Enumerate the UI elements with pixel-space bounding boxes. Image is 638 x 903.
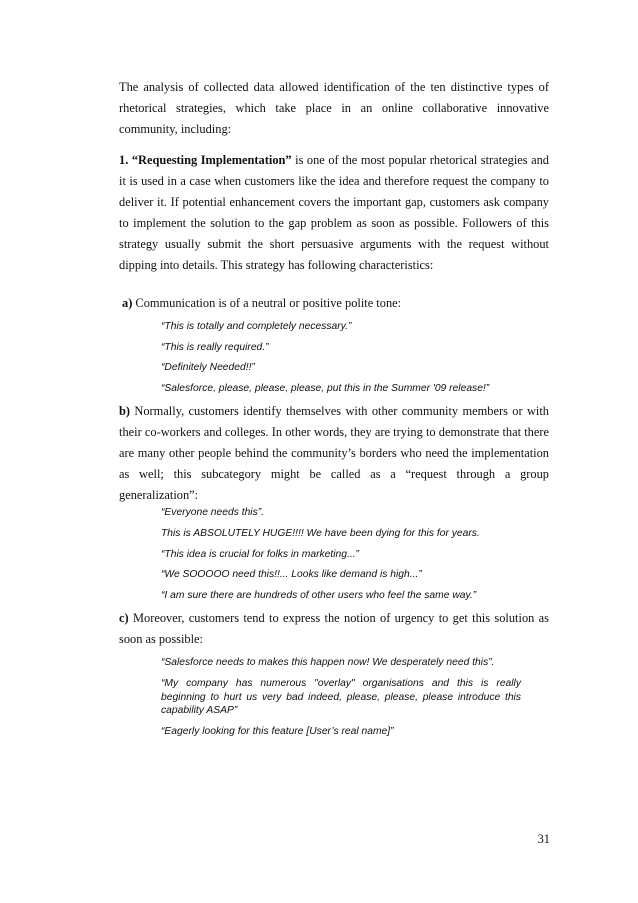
- intro-paragraph: The analysis of collected data allowed identification of the ten distinctive types of rhetorical strategies, which take place in an online collaborative innovative community, including:: [119, 80, 549, 136]
- quote-b-3: “This idea is crucial for folks in marketing...”: [161, 549, 359, 560]
- quote-b-2: This is ABSOLUTELY HUGE!!!! We have been dying for this for years.: [161, 528, 480, 539]
- page-number: 31: [537, 832, 550, 846]
- quote-a-4: “Salesforce, please, please, please, put this in the Summer '09 release!”: [161, 383, 490, 394]
- subcategory-a-text: Communication is of a neutral or positive polite tone:: [132, 296, 402, 310]
- quote-a-1: “This is totally and completely necessary.”: [161, 321, 352, 332]
- subcategory-b-label: b): [119, 404, 131, 418]
- quote-c-1: “Salesforce needs to makes this happen now! We desperately need this”.: [161, 657, 495, 668]
- quote-a-2: “This is really required.”: [161, 342, 269, 353]
- subcategory-c-label: c): [119, 611, 129, 625]
- quote-b-5: “I am sure there are hundreds of other users who feel the same way.”: [161, 590, 477, 601]
- subcategory-c: [119, 608, 549, 650]
- subcategory-b: [119, 401, 549, 506]
- quote-c-2: “My company has numerous "overlay" organisations and this is really beginning to hurt us very bad indeed, please, please, please introduce this capability ASAP”: [161, 678, 521, 717]
- quote-b-4: “We SOOOOO need this!!... Looks like demand is high...”: [161, 569, 422, 580]
- section-1-heading: 1. “Requesting Implementation”: [119, 153, 292, 167]
- section-1-body: is one of the most popular rhetorical strategies and it is used in a case when customers like the idea and therefore request the company to deliver it. If potential enhancement covers the important gap, customers ask company to implement the solution to the gap problem as soon as possible. Followers of this strategy usually submit the short persuasive arguments with the request without dipping into details. This strategy has following characteristics:: [119, 153, 549, 272]
- subcategory-a: [122, 293, 549, 314]
- quote-b-1: “Everyone needs this”.: [161, 507, 265, 518]
- quote-a-3: “Definitely Needed!!”: [161, 362, 255, 373]
- quote-c-3: “Eagerly looking for this feature [User’s real name]”: [161, 726, 394, 737]
- section-1-paragraph: [119, 150, 549, 276]
- subcategory-a-label: a): [122, 296, 133, 310]
- subcategory-c-text: Moreover, customers tend to express the notion of urgency to get this solution as soon as possible:: [119, 611, 549, 646]
- subcategory-b-text: Normally, customers identify themselves with other community members or with their co-workers and colleges. In other words, they are trying to demonstrate that there are many other people behind the community’s borders who need the implementation as well; this subcategory might be called as a “request through a group generalization”:: [119, 404, 549, 502]
